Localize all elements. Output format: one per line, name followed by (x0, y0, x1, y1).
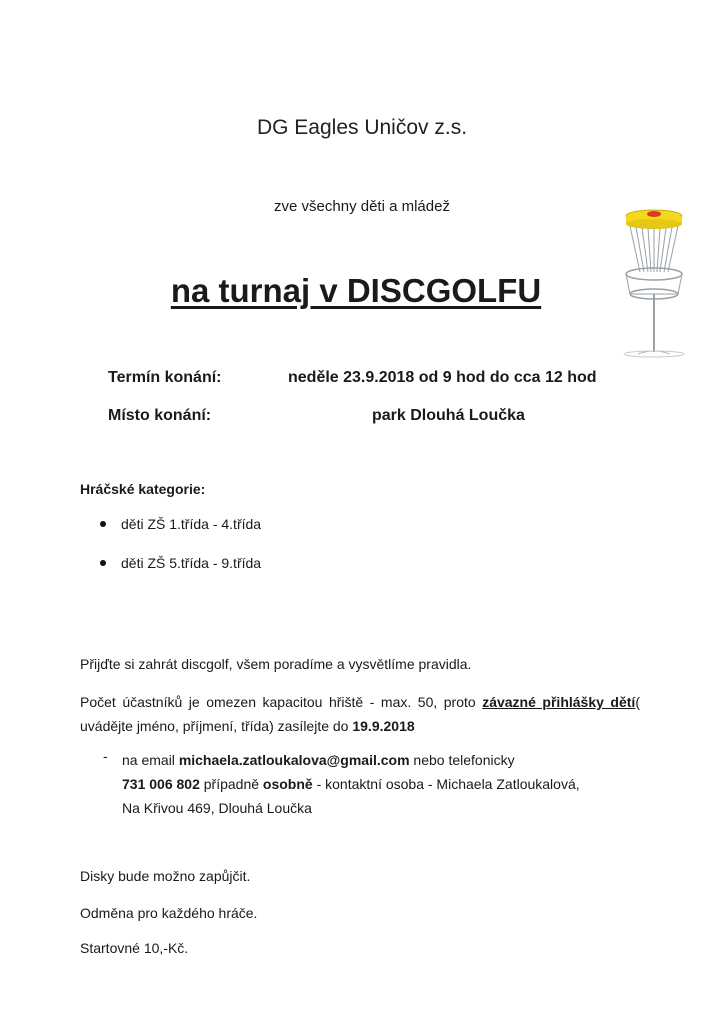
headline: na turnaj v DISCGOLFU (170, 272, 542, 309)
date-label: Termín konání: (108, 369, 222, 386)
invitation-text: zve všechny děti a mládež (274, 198, 450, 215)
place-label: Místo konání: (108, 407, 212, 424)
bullet-icon (100, 560, 106, 566)
organization-name: DG Eagles Uničov z.s. (256, 116, 468, 139)
registration-deadline: 19.9.2018 (352, 718, 415, 734)
contact-paragraph (122, 748, 642, 820)
disc-golf-basket-icon (618, 202, 690, 362)
contact-phone: 731 006 802 (122, 776, 200, 792)
contact-phone-prefix: nebo telefonicky (409, 752, 515, 768)
list-item (100, 551, 261, 590)
contact-person: - kontaktní osoba - Michaela Zatloukalová, (312, 776, 580, 792)
contact-dash: - (103, 748, 108, 764)
categories-title: Hráčské kategorie: (80, 481, 206, 497)
registration-paragraph (80, 690, 640, 738)
reward-text: Odměna pro každého hráče. (80, 905, 258, 921)
fee-text: Startovné 10,-Kč. (80, 940, 189, 956)
contact-alt: osobně (262, 776, 313, 792)
bullet-icon (100, 521, 106, 527)
category-text: děti ZŠ 5.třída - 9.třída (121, 555, 262, 571)
contact-alt-prefix: případně (199, 776, 263, 792)
intro-text: Přijďte si zahrát discgolf, všem poradíme a vysvětlíme pravidla. (80, 656, 472, 672)
contact-address: Na Křivou 469, Dlouhá Loučka (122, 800, 312, 816)
place-value: park Dlouhá Loučka (372, 407, 525, 424)
categories-list (100, 512, 261, 590)
discs-text: Disky bude možno zapůjčit. (80, 868, 251, 884)
category-text: děti ZŠ 1.třída - 4.třída (121, 516, 262, 532)
registration-emphasis: závazné přihlášky dětí (482, 694, 636, 710)
contact-prefix: na email (122, 752, 179, 768)
registration-text-mid: ( uvádějte jméno, příjmení, třída) zasílejte do (80, 694, 640, 734)
contact-email: michaela.zatloukalova@gmail.com (178, 752, 410, 768)
registration-text: Počet účastníků je omezen kapacitou hřiště - max. 50, proto (80, 694, 483, 710)
date-value: neděle 23.9.2018 od 9 hod do cca 12 hod (288, 369, 597, 386)
list-item (100, 512, 261, 551)
